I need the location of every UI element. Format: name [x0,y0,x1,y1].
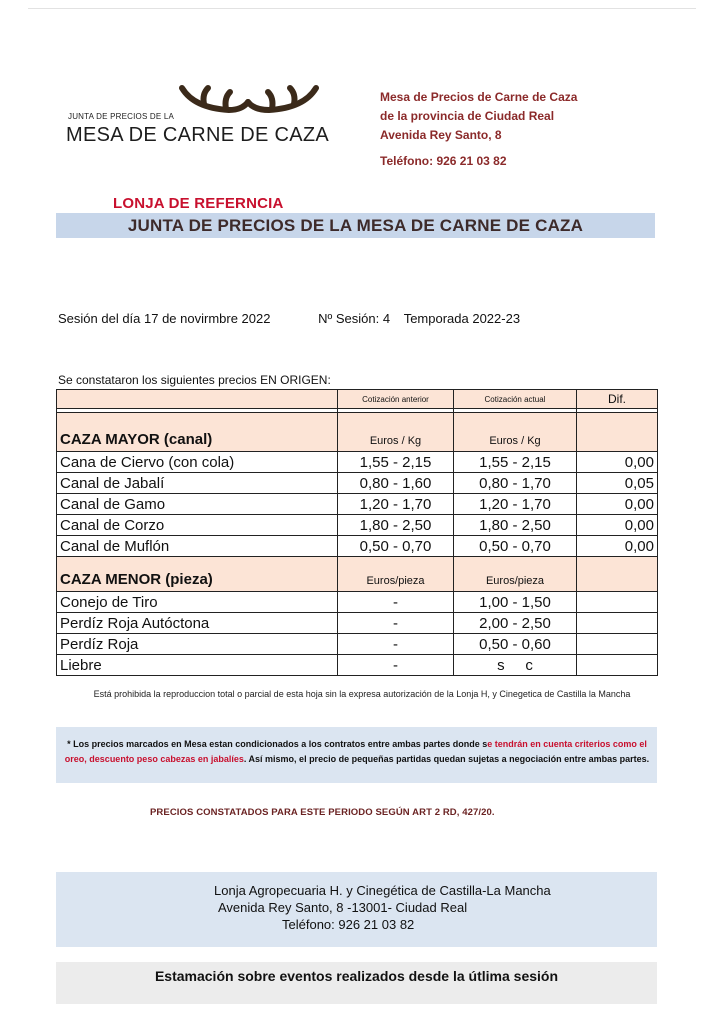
session-number: Nº Sesión: 4 [318,311,391,326]
logo-title: MESA DE CARNE DE CAZA [66,124,330,146]
row-prev: - [338,592,454,613]
table-row [57,515,658,536]
row-curr: s c [454,655,577,676]
row-dif: 0,05 [577,473,658,494]
session-info [58,311,520,326]
section-title: CAZA MAYOR (canal) [57,413,338,452]
section-unit-curr: Euros/pieza [454,557,577,592]
row-dif: 0,00 [577,515,658,536]
price-table [56,389,658,676]
table-row [57,613,658,634]
section-dif-blank [577,557,658,592]
section-header-caza-menor [57,557,658,592]
header-curr: Cotización actual [454,390,577,409]
logo [64,80,344,150]
row-name: Liebre [57,655,338,676]
row-curr: 0,80 - 1,70 [454,473,577,494]
row-dif [577,655,658,676]
row-curr: 0,50 - 0,70 [454,536,577,557]
session-date: Sesión del día 17 de novirmbre 2022 [58,311,271,326]
header-phone: Teléfono: 926 21 03 82 [380,154,507,168]
footer-line-1: Lonja Agropecuaria H. y Cinegética de Castilla-La Mancha [214,883,551,898]
lonja-label: LONJA DE REFERNCIA [113,195,284,212]
footer-text [56,882,657,933]
top-divider [28,8,696,9]
row-prev: 1,20 - 1,70 [338,494,454,515]
table-header-row [57,390,658,409]
note-part-2: . Así mismo, el precio de pequeñas partidas quedan sujetas a negociación entre ambas partes. [243,754,650,764]
table-row [57,494,658,515]
note-part-1: * Los precios marcados en Mesa estan condicionados a los contratos entre ambas partes donde s [67,739,488,749]
prohibition-text: Está prohibida la reproduccion total o parcial de esta hoja sin la expresa autorización de la Lonja H, y Cinegetica de Castilla la Mancha [93,689,631,699]
logo-subtitle: JUNTA DE PRECIOS DE LA [68,112,175,121]
row-dif [577,634,658,655]
section-unit-prev: Euros/pieza [338,557,454,592]
header-address [380,88,577,145]
row-prev: - [338,655,454,676]
table-row [57,634,658,655]
row-prev: - [338,613,454,634]
section-unit-curr: Euros / Kg [454,413,577,452]
header-prev: Cotización anterior [338,390,454,409]
header-dif: Dif. [577,390,658,409]
row-name: Perdíz Roja Autóctona [57,613,338,634]
row-dif: 0,00 [577,494,658,515]
address-line-3: Avenida Rey Santo, 8 [380,128,502,142]
band-title: JUNTA DE PRECIOS DE LA MESA DE CARNE DE CAZA [56,213,655,238]
row-prev: 1,55 - 2,15 [338,452,454,473]
row-curr: 2,00 - 2,50 [454,613,577,634]
precios-article: PRECIOS CONSTATADOS PARA ESTE PERIODO SEGÚN ART 2 RD, 427/20. [150,807,495,818]
estamacion-text: Estamación sobre eventos realizados desde la útlima sesión [154,968,559,984]
footer-line-3: Teléfono: 926 21 03 82 [282,917,415,932]
note-red-part: e tendrán en cuenta criterios como el oreo, descuento peso cabezas en jabalíes [64,739,647,764]
address-line-1: Mesa de Precios de Carne de Caza [380,90,578,104]
row-name: Canal de Corzo [57,515,338,536]
table-row [57,592,658,613]
row-prev: 1,80 - 2,50 [338,515,454,536]
row-prev: 0,50 - 0,70 [338,536,454,557]
note-text [62,737,652,767]
row-name: Perdíz Roja [57,634,338,655]
section-title: CAZA MENOR (pieza) [57,557,338,592]
table-row [57,536,658,557]
session-season: Temporada 2022-23 [403,311,521,326]
row-name: Canal de Muflón [57,536,338,557]
row-curr: 1,20 - 1,70 [454,494,577,515]
row-dif [577,592,658,613]
row-prev: 0,80 - 1,60 [338,473,454,494]
section-header-caza-mayor [57,413,658,452]
section-dif-blank [577,413,658,452]
row-curr: 1,55 - 2,15 [454,452,577,473]
footer-line-2: Avenida Rey Santo, 8 -13001- Ciudad Real [218,900,468,915]
row-dif: 0,00 [577,536,658,557]
row-prev: - [338,634,454,655]
row-curr: 0,50 - 0,60 [454,634,577,655]
row-curr: 1,80 - 2,50 [454,515,577,536]
section-unit-prev: Euros / Kg [338,413,454,452]
row-name: Canal de Gamo [57,494,338,515]
row-name: Canal de Jabalí [57,473,338,494]
table-row [57,473,658,494]
row-name: Conejo de Tiro [57,592,338,613]
table-row [57,655,658,676]
constat-intro: Se constataron los siguientes precios EN ORIGEN: [58,373,331,387]
row-curr: 1,00 - 1,50 [454,592,577,613]
row-dif [577,613,658,634]
header-blank [57,390,338,409]
table-row [57,452,658,473]
antlers-icon [174,80,324,116]
row-name: Cana de Ciervo (con cola) [57,452,338,473]
row-dif: 0,00 [577,452,658,473]
address-line-2: de la provincia de Ciudad Real [380,109,555,123]
